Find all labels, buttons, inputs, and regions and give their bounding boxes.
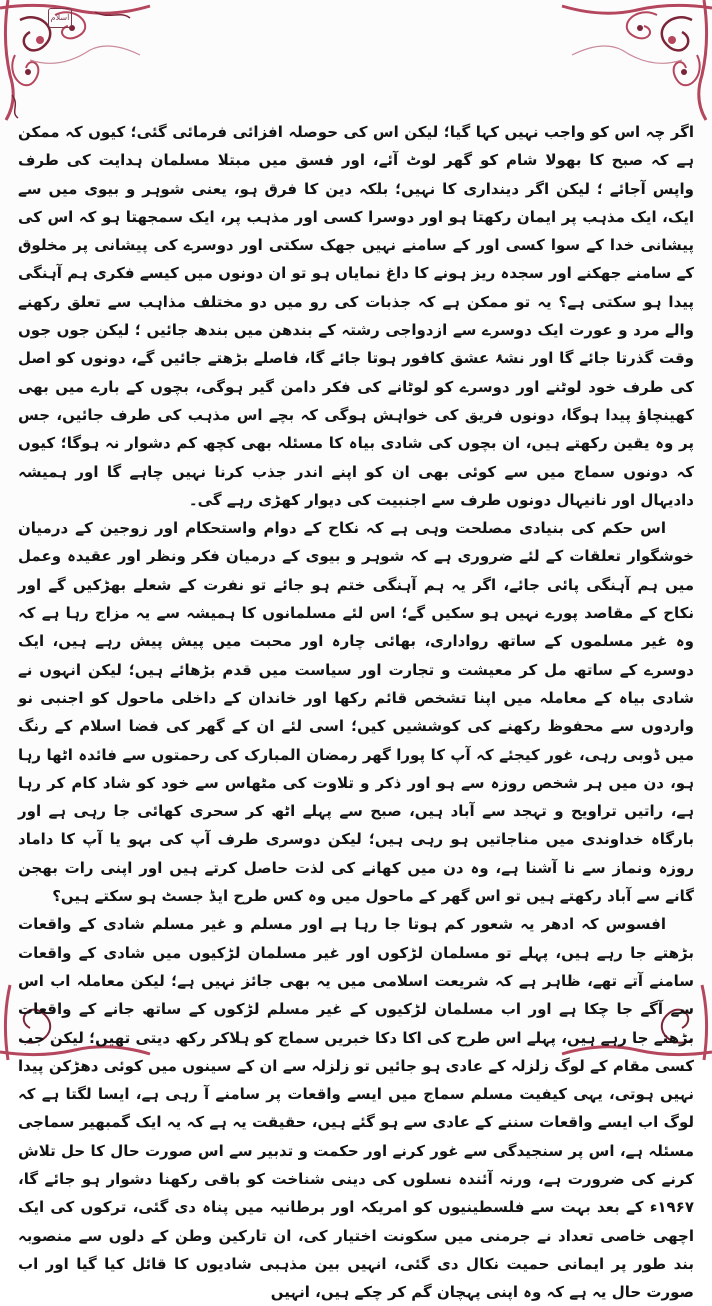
article-body xyxy=(18,118,694,1302)
paragraph-3: افسوس کہ ادھر یہ شعور کم ہوتا جا رہا ہے اور مسلم و غیر مسلم شادی کے واقعات بڑھتے جا رہے ہیں، پہلے تو مسلمان لڑکوں اور غیر مسلمان لڑکیوں میں شادی کے واقعات سامنے آتے تھے، ظاہر ہے کہ شریعت اسلامی میں یہ بھی جائز نہیں ہے؛ لیکن معاملہ اب اس سے آگے جا چکا ہے اور اب مسلمان لڑکیوں کے غیر مسلم لڑکوں کے ساتھ جانے کے واقعات بڑھتے جا رہے ہیں، پہلے اس طرح کی اکا دکا خبریں سماج کو ہلاکر رکھ دیتی تھیں؛ لیکن جب کسی مقام کے لوگ زلزلہ کے عادی ہو جائیں تو زلزلہ سے ان کے سینوں میں کوئی دھڑکن پیدا نہیں ہوتی، یہی کیفیت مسلم سماج میں ایسے واقعات پر سامنے آ رہی ہے، ایسا لگتا ہے کہ لوگ اب ایسے واقعات سننے کے عادی سے ہو گئے ہیں، حقیقت یہ ہے کہ یہ ایک گمبھیر سماجی مسئلہ ہے، اس پر سنجیدگی سے غور کرنے اور حکمت و تدبیر سے اس صورت حال کا حل تلاش کرنے کی ضرورت ہے، ورنہ آئندہ نسلوں کی دینی شناخت کو باقی رکھنا دشوار ہو جائے گا، ۱۹۶۷ء کے بعد بہت سے فلسطینیوں کو امریکہ اور برطانیہ میں پناہ دی گئی، ترکوں کی ایک اچھی خاصی تعداد نے جرمنی میں سکونت اختیار کی، ان تارکین وطن کے دلوں سے منصوبہ بند طور پر ایمانی حمیت نکال دی گئی، انہیں بین مذہبی شادیوں کا قائل کیا گیا اور اب صورت حال یہ ہے کہ وہ اپنی پہچان گم کر چکے ہیں، انہیں xyxy=(18,915,694,1302)
header-mark: اسلام xyxy=(48,8,72,28)
corner-ornament-top-right xyxy=(562,0,712,120)
paragraph-2: اس حکم کی بنیادی مصلحت وہی ہے کہ نکاح کے دوام واستحکام اور زوجین کے درمیان خوشگوار تعلقات کے لئے ضروری ہے کہ شوہر و بیوی کے درمیان فکر ونظر اور عقیدہ وعمل میں ہم آہنگی پائی جائے، اگر یہ ہم آہنگی ختم ہو جائے تو نفرت کے شعلے بھڑکیں گے اور نکاح کے مقاصد پورے نہیں ہو سکیں گے؛ اس لئے مسلمانوں کا ہمیشہ سے یہ مزاج رہا ہے کہ وہ غیر مسلموں کے ساتھ رواداری، بھائی چارہ اور محبت میں پیش پیش رہے ہیں، ایک دوسرے کے ساتھ مل کر معیشت و تجارت اور سیاست میں قدم بڑھائے ہیں؛ لیکن انہوں نے شادی بیاہ کے معاملہ میں اپنا تشخص قائم رکھا اور خاندان کے داخلی ماحول کو اجنبی نو واردوں سے محفوظ رکھنے کی کوششیں کیں؛ اسی لئے ان کے گھر کی فضا اسلام کے رنگ میں ڈوبی رہی، غور کیجئے کہ آپ کا پورا گھر رمضان المبارک کی رحمتوں سے فائدہ اٹھا رہا ہو، دن میں ہر شخص روزہ سے ہو اور ذکر و تلاوت کی مٹھاس سے خود کو شاد کام کر رہا ہے، راتیں تراویح و تہجد سے آباد ہیں، صبح سے پہلے اٹھ کر سحری کھائی جا رہی ہے اور بارگاہ خداوندی میں مناجاتیں ہو رہی ہیں؛ لیکن دوسری طرف آپ کی بہو یا آپ کا داماد روزہ ونماز سے نا آشنا ہے، وہ دن میں کھانے کی لذت حاصل کرتے ہیں اور اپنی رات بھجن گانے سے آباد رکھتے ہیں تو اس گھر کے ماحول میں وہ کس طرح ایڈ جسٹ ہو سکتے ہیں؟ xyxy=(18,519,694,906)
corner-ornament-top-left xyxy=(0,0,150,120)
paragraph-1: اگر چہ اس کو واجب نہیں کہا گیا؛ لیکن اس کی حوصلہ افزائی فرمائی گئی؛ کیوں کہ ممکن ہے کہ صبح کا بھولا شام کو گھر لوٹ آئے، اور فسق میں مبتلا مسلمان ہدایت کی طرف واپس آجائے ؛ لیکن اگر دینداری کا نہیں؛ بلکہ دین کا فرق ہو، یعنی شوہر و بیوی میں سے ایک، ایک مذہب پر ایمان رکھتا ہو اور دوسرا کسی اور مذہب پر، ایک سمجھتا ہو کہ اس کی پیشانی خدا کے سوا کسی اور کے سامنے نہیں جھک سکتی اور دوسرے کی پیشانی پر مخلوق کے سامنے جھکنے اور سجدہ ریز ہونے کا داغ نمایاں ہو تو ان دونوں میں کیسے فکری ہم آہنگی پیدا ہو سکتی ہے؟ یہ تو ممکن ہے کہ جذبات کی رو میں دو مختلف مذاہب سے تعلق رکھنے والے مرد و عورت ایک دوسرے سے ازدواجی رشتہ کے بندھن میں بندھ جائیں ؛ لیکن جوں جوں وقت گذرتا جائے گا اور نشۂ عشق کافور ہوتا جائے گا، فاصلے بڑھتے جائیں گے، دونوں کو اصل کی طرف خود لوٹنے اور دوسرے کو لوٹانے کی فکر دامن گیر ہوگی، بچوں کے بارے میں بھی کھینچاؤ پیدا ہوگا، دونوں فریق کی خواہش ہوگی کہ بچے اس مذہب کی طرف جائیں، جس پر وہ یقین رکھتے ہیں، ان بچوں کی شادی بیاہ کا مسئلہ بھی کچھ کم دشوار نہ ہوگا؛ کیوں کہ دونوں سماج میں سے کوئی بھی ان کو اپنے اندر جذب کرنا نہیں چاہے گا اور ہمیشہ دادیہال اور نانیہال دونوں طرف سے اجنبیت کی دیوار کھڑی رہے گی۔ xyxy=(18,123,694,509)
